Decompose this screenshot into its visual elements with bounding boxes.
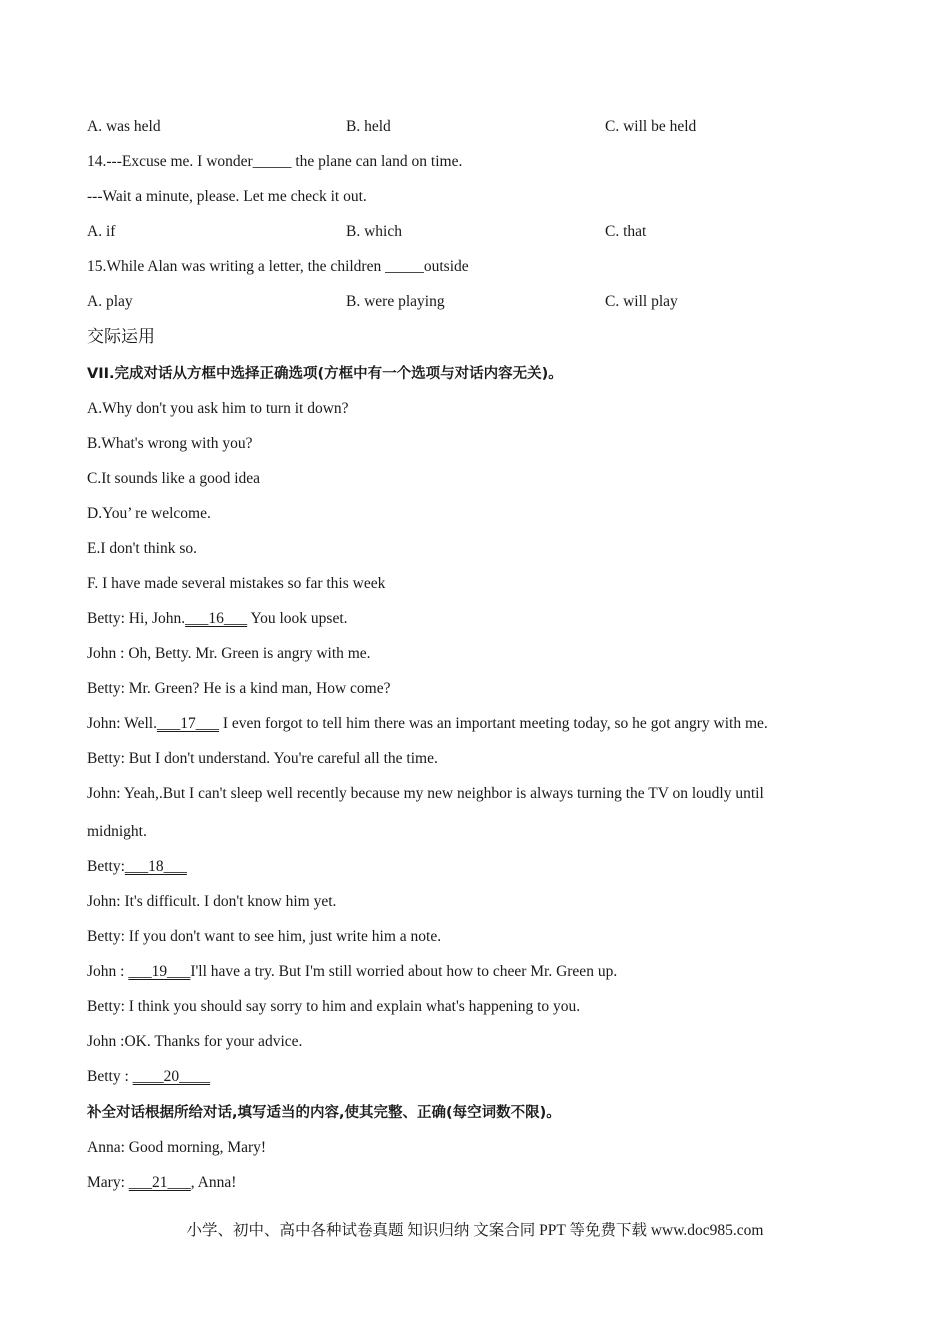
choice-a: A.Why don't you ask him to turn it down? bbox=[87, 400, 349, 417]
dialogue-text: You look upset. bbox=[247, 610, 348, 627]
q15-option-c: C. will play bbox=[605, 293, 678, 310]
q15-option-a: A. play bbox=[87, 293, 133, 310]
blank-19: ___19___ bbox=[128, 963, 191, 980]
dialogue-line-2: John : Oh, Betty. Mr. Green is angry with me. bbox=[87, 645, 371, 662]
dialogue-line-6b: midnight. bbox=[87, 823, 147, 840]
dialogue-line-6a: John: Yeah,.But I can't sleep well recently because my new neighbor is always turning the TV on loudly until bbox=[87, 785, 764, 802]
part8-instruction: 补全对话根据所给对话,填写适当的内容,使其完整、正确(每空词数不限)。 bbox=[87, 1105, 561, 1121]
blank-21: ___21___ bbox=[128, 1174, 191, 1191]
dialogue-line-13 bbox=[87, 1067, 210, 1087]
dialogue-line-4 bbox=[87, 714, 768, 734]
q14-stem bbox=[87, 152, 462, 172]
q13-option-b: B. held bbox=[346, 118, 391, 135]
q14-blank: _____ bbox=[252, 153, 292, 170]
blank-18: ___18___ bbox=[124, 858, 187, 875]
dialogue-line-7 bbox=[87, 857, 187, 877]
dialogue-line-10 bbox=[87, 962, 617, 982]
choice-c: C.It sounds like a good idea bbox=[87, 470, 261, 487]
choice-b: B.What's wrong with you? bbox=[87, 435, 253, 452]
dialogue-text: I even forgot to tell him there was an important meeting today, so he got angry with me. bbox=[218, 715, 768, 732]
dialogue-text: Betty: bbox=[87, 858, 125, 875]
dialogue-text: John: Well. bbox=[87, 715, 157, 732]
part8-line-1: Anna: Good morning, Mary! bbox=[87, 1139, 267, 1156]
q15-stem bbox=[87, 257, 469, 277]
dialogue-line-11: Betty: I think you should say sorry to him and explain what's happening to you. bbox=[87, 998, 581, 1015]
blank-16: ___16___ bbox=[185, 610, 248, 627]
blank-17: ___17___ bbox=[156, 715, 219, 732]
dialogue-line-3: Betty: Mr. Green? He is a kind man, How come? bbox=[87, 680, 391, 697]
q15-stem-pre: 15.While Alan was writing a letter, the children bbox=[87, 258, 386, 275]
choice-d: D.You’ re welcome. bbox=[87, 505, 211, 522]
q15-stem-post: outside bbox=[423, 258, 469, 275]
q15-blank: _____ bbox=[385, 258, 424, 275]
dialogue-text: John : bbox=[87, 963, 129, 980]
q14-stem-post: the plane can land on time. bbox=[291, 153, 463, 170]
choice-e: E.I don't think so. bbox=[87, 540, 197, 557]
section-heading: 交际运用 bbox=[87, 327, 155, 347]
part8-line-2 bbox=[87, 1173, 236, 1193]
dialogue-text: , Anna! bbox=[190, 1174, 237, 1191]
q15-option-b: B. were playing bbox=[346, 293, 445, 310]
dialogue-text: I'll have a try. But I'm still worried about how to cheer Mr. Green up. bbox=[190, 963, 618, 980]
dialogue-text: Betty : bbox=[87, 1068, 133, 1085]
dialogue-line-5: Betty: But I don't understand. You're careful all the time. bbox=[87, 750, 438, 767]
page-footer: 小学、初中、高中各种试卷真题 知识归纳 文案合同 PPT 等免费下载 www.doc985.com bbox=[186, 1222, 764, 1239]
dialogue-text: Mary: bbox=[87, 1174, 129, 1191]
dialogue-line-12: John :OK. Thanks for your advice. bbox=[87, 1033, 303, 1050]
dialogue-text: Betty: Hi, John. bbox=[87, 610, 186, 627]
dialogue-line-9: Betty: If you don't want to see him, just write him a note. bbox=[87, 928, 442, 945]
dialogue-line-8: John: It's difficult. I don't know him yet. bbox=[87, 893, 337, 910]
q13-option-a: A. was held bbox=[87, 118, 161, 135]
dialogue-line-1 bbox=[87, 609, 348, 629]
q14-option-a: A. if bbox=[87, 223, 116, 240]
choice-f: F. I have made several mistakes so far this week bbox=[87, 575, 386, 592]
q13-option-c: C. will be held bbox=[605, 118, 697, 135]
q14-reply: ---Wait a minute, please. Let me check it out. bbox=[87, 188, 367, 205]
q14-option-c: C. that bbox=[605, 223, 647, 240]
q14-stem-pre: 14.---Excuse me. I wonder bbox=[87, 153, 253, 170]
part7-instruction: VII.完成对话从方框中选择正确选项(方框中有一个选项与对话内容无关)。 bbox=[87, 366, 563, 382]
q14-option-b: B. which bbox=[346, 223, 402, 240]
blank-20: ____20____ bbox=[132, 1068, 211, 1085]
